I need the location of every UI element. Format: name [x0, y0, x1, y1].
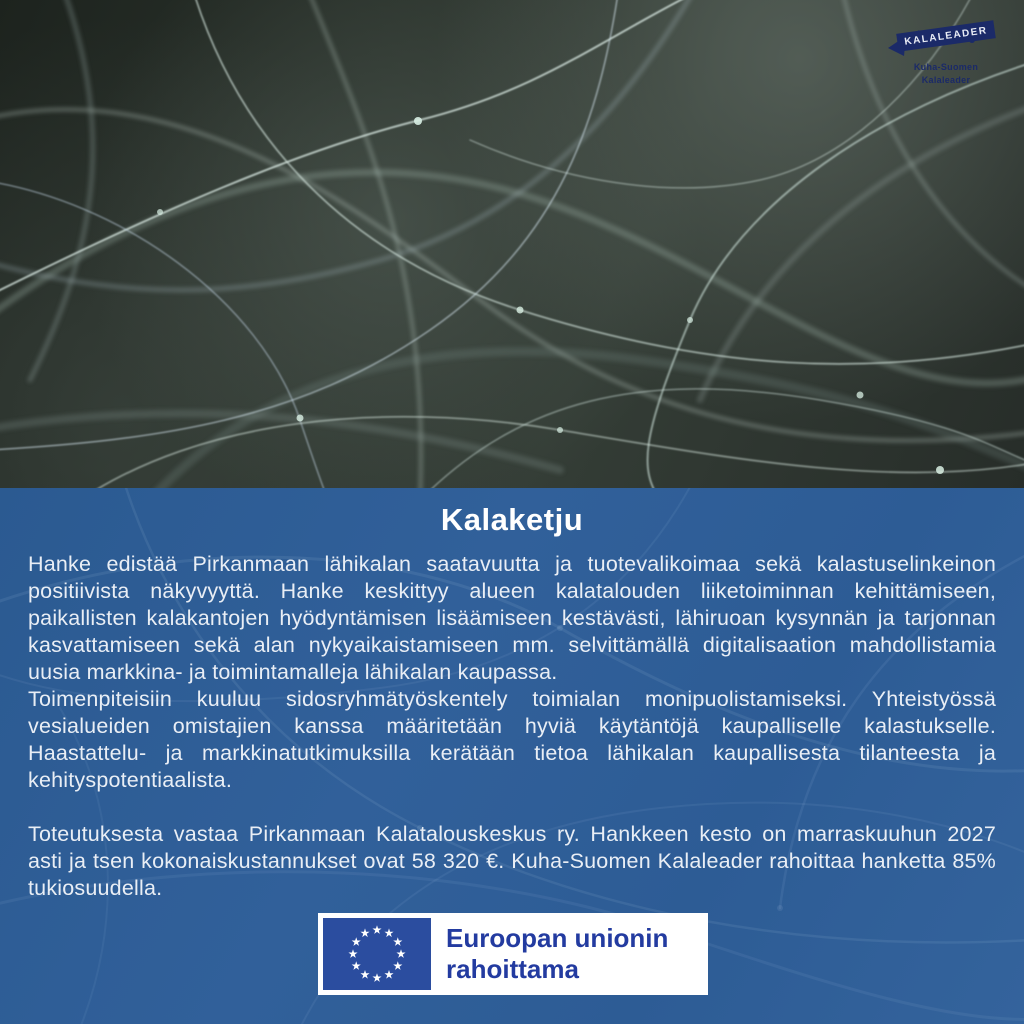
- body-text: [28, 551, 996, 902]
- page-title: Kalaketju: [440, 502, 584, 537]
- paragraph-project-description: Hanke edistää Pirkanmaan lähikalan saatavuutta ja tuotevalikoimaa sekä kalastuselinkeinon positiivista näkyvyyttä. Hanke keskittyy alueen kalatalouden liiketoiminnan kehittämiseen, paikallisten kalakantojen hyödyntämisen lisäämiseen kestävästi, lähiruoan kysynnän ja tarjonnan kasvattamiseen sekä alan nykyaikaistamiseen mm. selvittämällä digitalisaation mahdollistamia uusia markkina- ja toimintamalleja lähikalan kaupassa.: [28, 552, 996, 684]
- eu-funding-badge: [318, 913, 708, 995]
- eu-badge-text: [446, 923, 668, 985]
- eu-badge-line1: Euroopan unionin: [446, 923, 669, 953]
- logo-banner: KALALEADER: [896, 20, 995, 51]
- info-panel: [0, 488, 1024, 1024]
- paragraph-implementation: Toteutuksesta vastaa Pirkanmaan Kalatalouskeskus ry. Hankkeen kesto on marraskuuhun 2027 asti ja tsen kokonaiskustannukset ovat 58 320 €. Kuha-Suomen Kalaleader rahoittaa hanketta 85% tukiosuudella.: [28, 822, 996, 900]
- eu-badge-line2: rahoittama: [446, 954, 579, 984]
- net-threads-illustration: [0, 0, 1024, 488]
- logo-subtitle-line2: Kalaleader: [921, 75, 971, 85]
- logo-subtitle-line1: Kuha-Suomen: [913, 62, 979, 72]
- kalaleader-logo: [886, 26, 1006, 87]
- fishing-net-photo: [0, 0, 1024, 488]
- eu-flag-icon: [323, 918, 431, 990]
- paragraph-actions: Toimenpiteisiin kuuluu sidosryhmätyöskentely toimialan monipuolistamiseksi. Yhteistyössä vesialueiden omistajien kanssa määritetään hyviä käytäntöjä kaupalliselle kalastukselle. Haastattelu- ja markkinatutkimuksilla kerätään tietoa lähikalan kaupallisesta tilanteesta ja kehityspotentiaalista.: [28, 687, 996, 792]
